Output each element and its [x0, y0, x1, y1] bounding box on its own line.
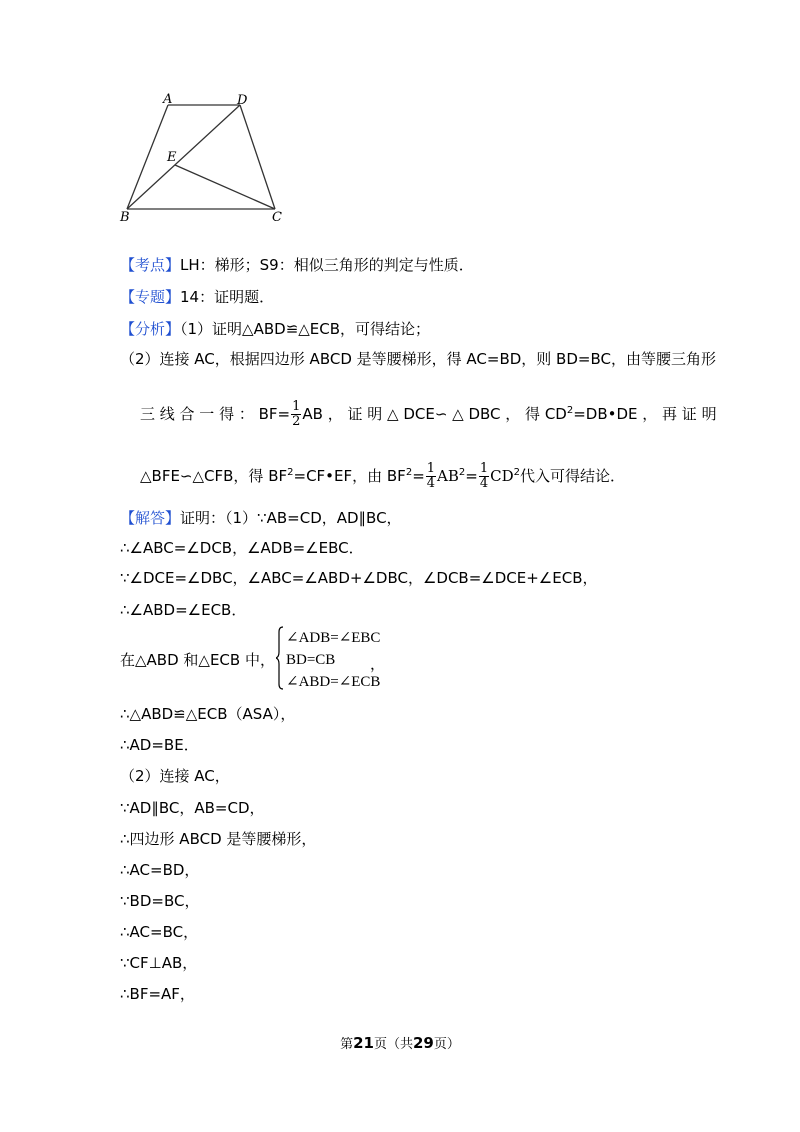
label-c: C	[272, 210, 282, 225]
frac-numerator: 1	[292, 399, 301, 414]
fenxi-line-2: （2）连接 AC，根据四边形 ABCD 是等腰梯形，得 AC=BD，则 BD=BC，由等腰三角形	[120, 350, 716, 368]
system-row-3: ∠ABD=∠ECB	[286, 674, 381, 690]
jieda-tag: 【解答】	[120, 509, 181, 527]
kaodian-text: LH：梯形；S9：相似三角形的判定与性质．	[180, 256, 474, 274]
fenxi-text: （1）证明△ABD≌△ECB，可得结论；	[180, 320, 431, 338]
proof2-line-7: ∵BD=BC，	[120, 892, 200, 910]
trapezoid-figure	[115, 92, 295, 227]
proof-line-2: ∵∠DCE=∠DBC，∠ABC=∠ABD+∠DBC，∠DCB=∠DCE+∠ECB，	[120, 569, 598, 587]
proof2-line-6: ∴AC=BD，	[120, 861, 200, 879]
segment-ab	[127, 105, 168, 209]
fenxi-line3-part-a: 三 线 合 一 得 ： BF=	[140, 405, 291, 423]
fenxi-tag: 【分析】	[120, 320, 181, 338]
page-footer	[0, 1033, 800, 1052]
system-prefix: 在△ABD 和△ECB 中，	[120, 651, 275, 669]
frac-numerator: 1	[426, 461, 436, 476]
zhuanti-line	[120, 287, 274, 307]
footer-post: 页）	[433, 1037, 460, 1052]
superscript-2: 2	[513, 467, 521, 478]
proof2-line-4: ∵AD∥BC，AB=CD，	[120, 799, 265, 817]
jieda-line	[120, 508, 402, 528]
fenxi-line-4	[140, 462, 625, 491]
fenxi-line3-part-c: =DB•DE ， 再 证 明	[573, 405, 717, 423]
fenxi-line4-equals: =	[412, 467, 425, 485]
proof2-line-10: ∴BF=AF，	[120, 985, 195, 1003]
kaodian-line	[120, 255, 474, 275]
segment-ec	[175, 165, 275, 209]
fenxi-line4-part-g: 代入可得结论．	[520, 467, 626, 485]
system-suffix: ，	[370, 655, 386, 673]
superscript-2: 2	[566, 405, 574, 416]
proof2-line-5: ∴四边形 ABCD 是等腰梯形，	[120, 830, 317, 848]
frac-denominator: 4	[426, 476, 436, 491]
footer-mid: 页（共	[373, 1037, 413, 1052]
jieda-text: 证明：（1）∵AB=CD，AD∥BC，	[180, 509, 402, 527]
fenxi-line4-ab: AB	[437, 467, 459, 485]
segment-dc	[240, 105, 275, 209]
kaodian-tag: 【考点】	[120, 256, 181, 274]
fraction-one-half	[291, 400, 301, 429]
label-a: A	[163, 92, 173, 107]
fenxi-line4-equals-2: =	[465, 467, 478, 485]
proof2-line-8: ∴AC=BC，	[120, 923, 199, 941]
proof-line-1: ∴∠ABC=∠DCB，∠ADB=∠EBC．	[120, 539, 364, 557]
frac-denominator: 2	[292, 414, 301, 429]
system-row-1: ∠ADB=∠EBC	[286, 630, 381, 646]
fenxi-line4-cd: CD	[490, 467, 514, 485]
left-brace-icon	[276, 626, 284, 690]
frac-numerator: 1	[479, 461, 489, 476]
label-d: D	[237, 93, 248, 108]
proof-line-3: ∴∠ABD=∠ECB．	[120, 601, 247, 619]
proof2-line-2: ∴AD=BE．	[120, 736, 199, 754]
footer-total-pages: 29	[413, 1034, 434, 1052]
footer-pre: 第	[340, 1037, 354, 1052]
superscript-2: 2	[405, 467, 413, 478]
frac-denominator: 4	[479, 476, 489, 491]
fraction-one-quarter-2	[479, 462, 489, 491]
fenxi-line	[120, 319, 430, 339]
fenxi-line3-part-b: AB ， 证 明 △ DCE∽ △ DBC ， 得 CD	[302, 405, 567, 423]
fenxi-line4-part-b: =CF•EF，由 BF	[293, 467, 406, 485]
proof2-line-1: ∴△ABD≌△ECB（ASA），	[120, 705, 296, 723]
superscript-2: 2	[458, 467, 466, 478]
label-e: E	[167, 150, 177, 165]
proof2-line-3: （2）连接 AC，	[120, 767, 230, 785]
segment-bd	[127, 105, 240, 209]
footer-page-number: 21	[353, 1034, 374, 1052]
zhuanti-tag: 【专题】	[120, 288, 181, 306]
fraction-one-quarter	[426, 462, 436, 491]
proof2-line-9: ∵CF⊥AB，	[120, 954, 198, 972]
system-row-2: BD=CB	[286, 652, 336, 668]
superscript-2: 2	[287, 467, 294, 478]
fenxi-line-3	[140, 400, 717, 429]
fenxi-line4-part-a: △BFE∽△CFB，得 BF	[140, 467, 288, 485]
zhuanti-text: 14：证明题．	[180, 288, 275, 306]
label-b: B	[120, 210, 130, 225]
